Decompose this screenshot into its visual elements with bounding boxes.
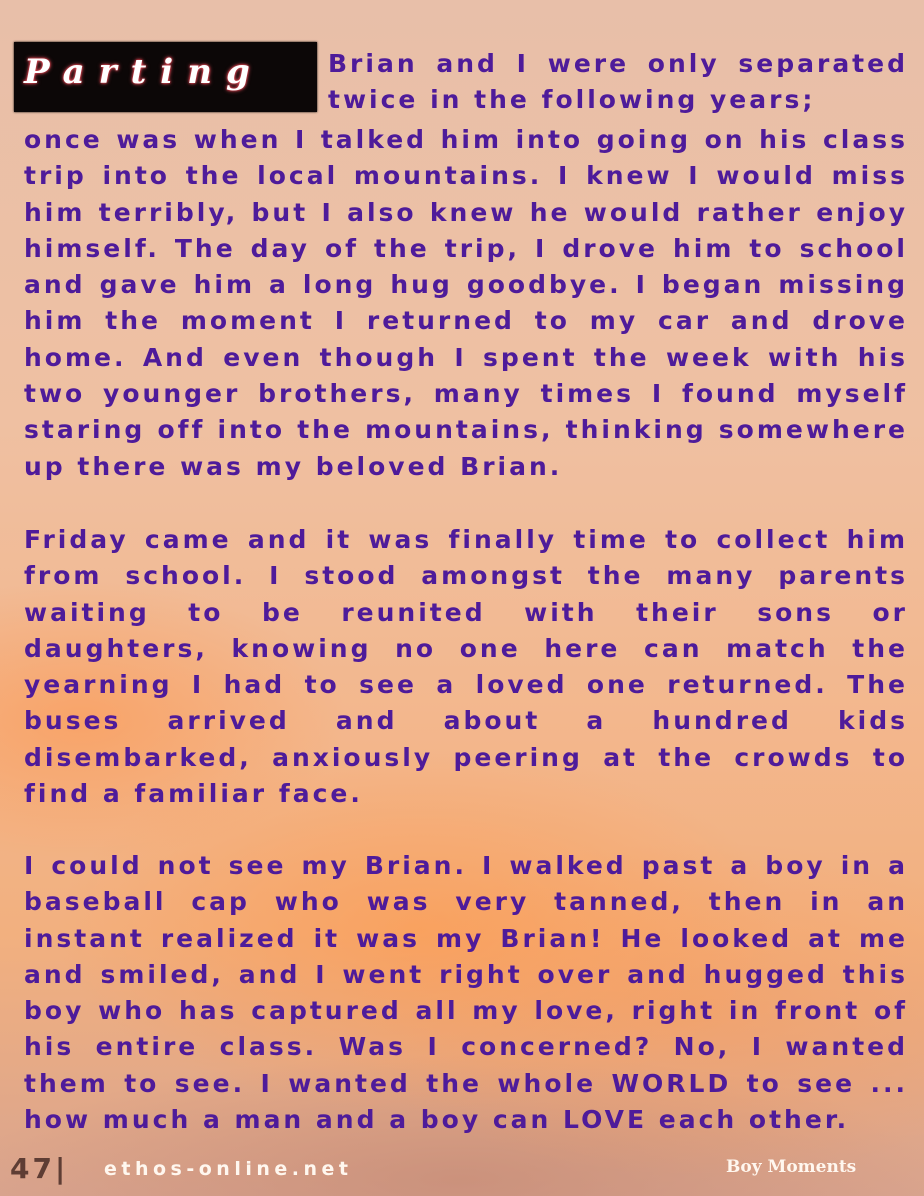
section-title: Boy Moments bbox=[726, 1157, 857, 1177]
paragraph-2: Friday came and it was finally time to collect him from school. I stood amongst the many parents waiting to be reunited with their sons or daughters, knowing no one here can match the yearning I had to see a loved one returned. The buses arrived and about a hundred kids disembarked, anxiously peering at the crowds to find a familiar face. bbox=[24, 525, 908, 809]
intro-text: Brian and I were only separated twice in the following years; bbox=[328, 49, 908, 115]
chapter-title: Parting bbox=[24, 52, 264, 92]
paragraph-1: once was when I talked him into going on his class trip into the local mountains. I knew I would miss him terribly, but I also knew he would rather enjoy himself. The day of the trip, I drove him to school and gave him a long hug goodbye. I began missing him the moment I returned to my car and drove home. And even though I spent the week with his two younger brothers, many times I found myself staring off into the mountains, thinking somewhere up there was my beloved Brian. bbox=[24, 125, 908, 481]
page-number: 47| bbox=[10, 1152, 69, 1185]
site-url: ethos-online.net bbox=[104, 1158, 353, 1180]
chapter-title-box bbox=[14, 42, 317, 112]
paragraph-3: I could not see my Brian. I walked past a boy in a baseball cap who was very tanned, then in an instant realized it was my Brian! He looked at me and smiled, and I went right over and hugged this boy who has captured all my love, right in front of his entire class. Was I concerned? No, I wanted them to see. I wanted the whole WORLD to see ... how much a man and a boy can LOVE each other. bbox=[24, 851, 908, 1135]
